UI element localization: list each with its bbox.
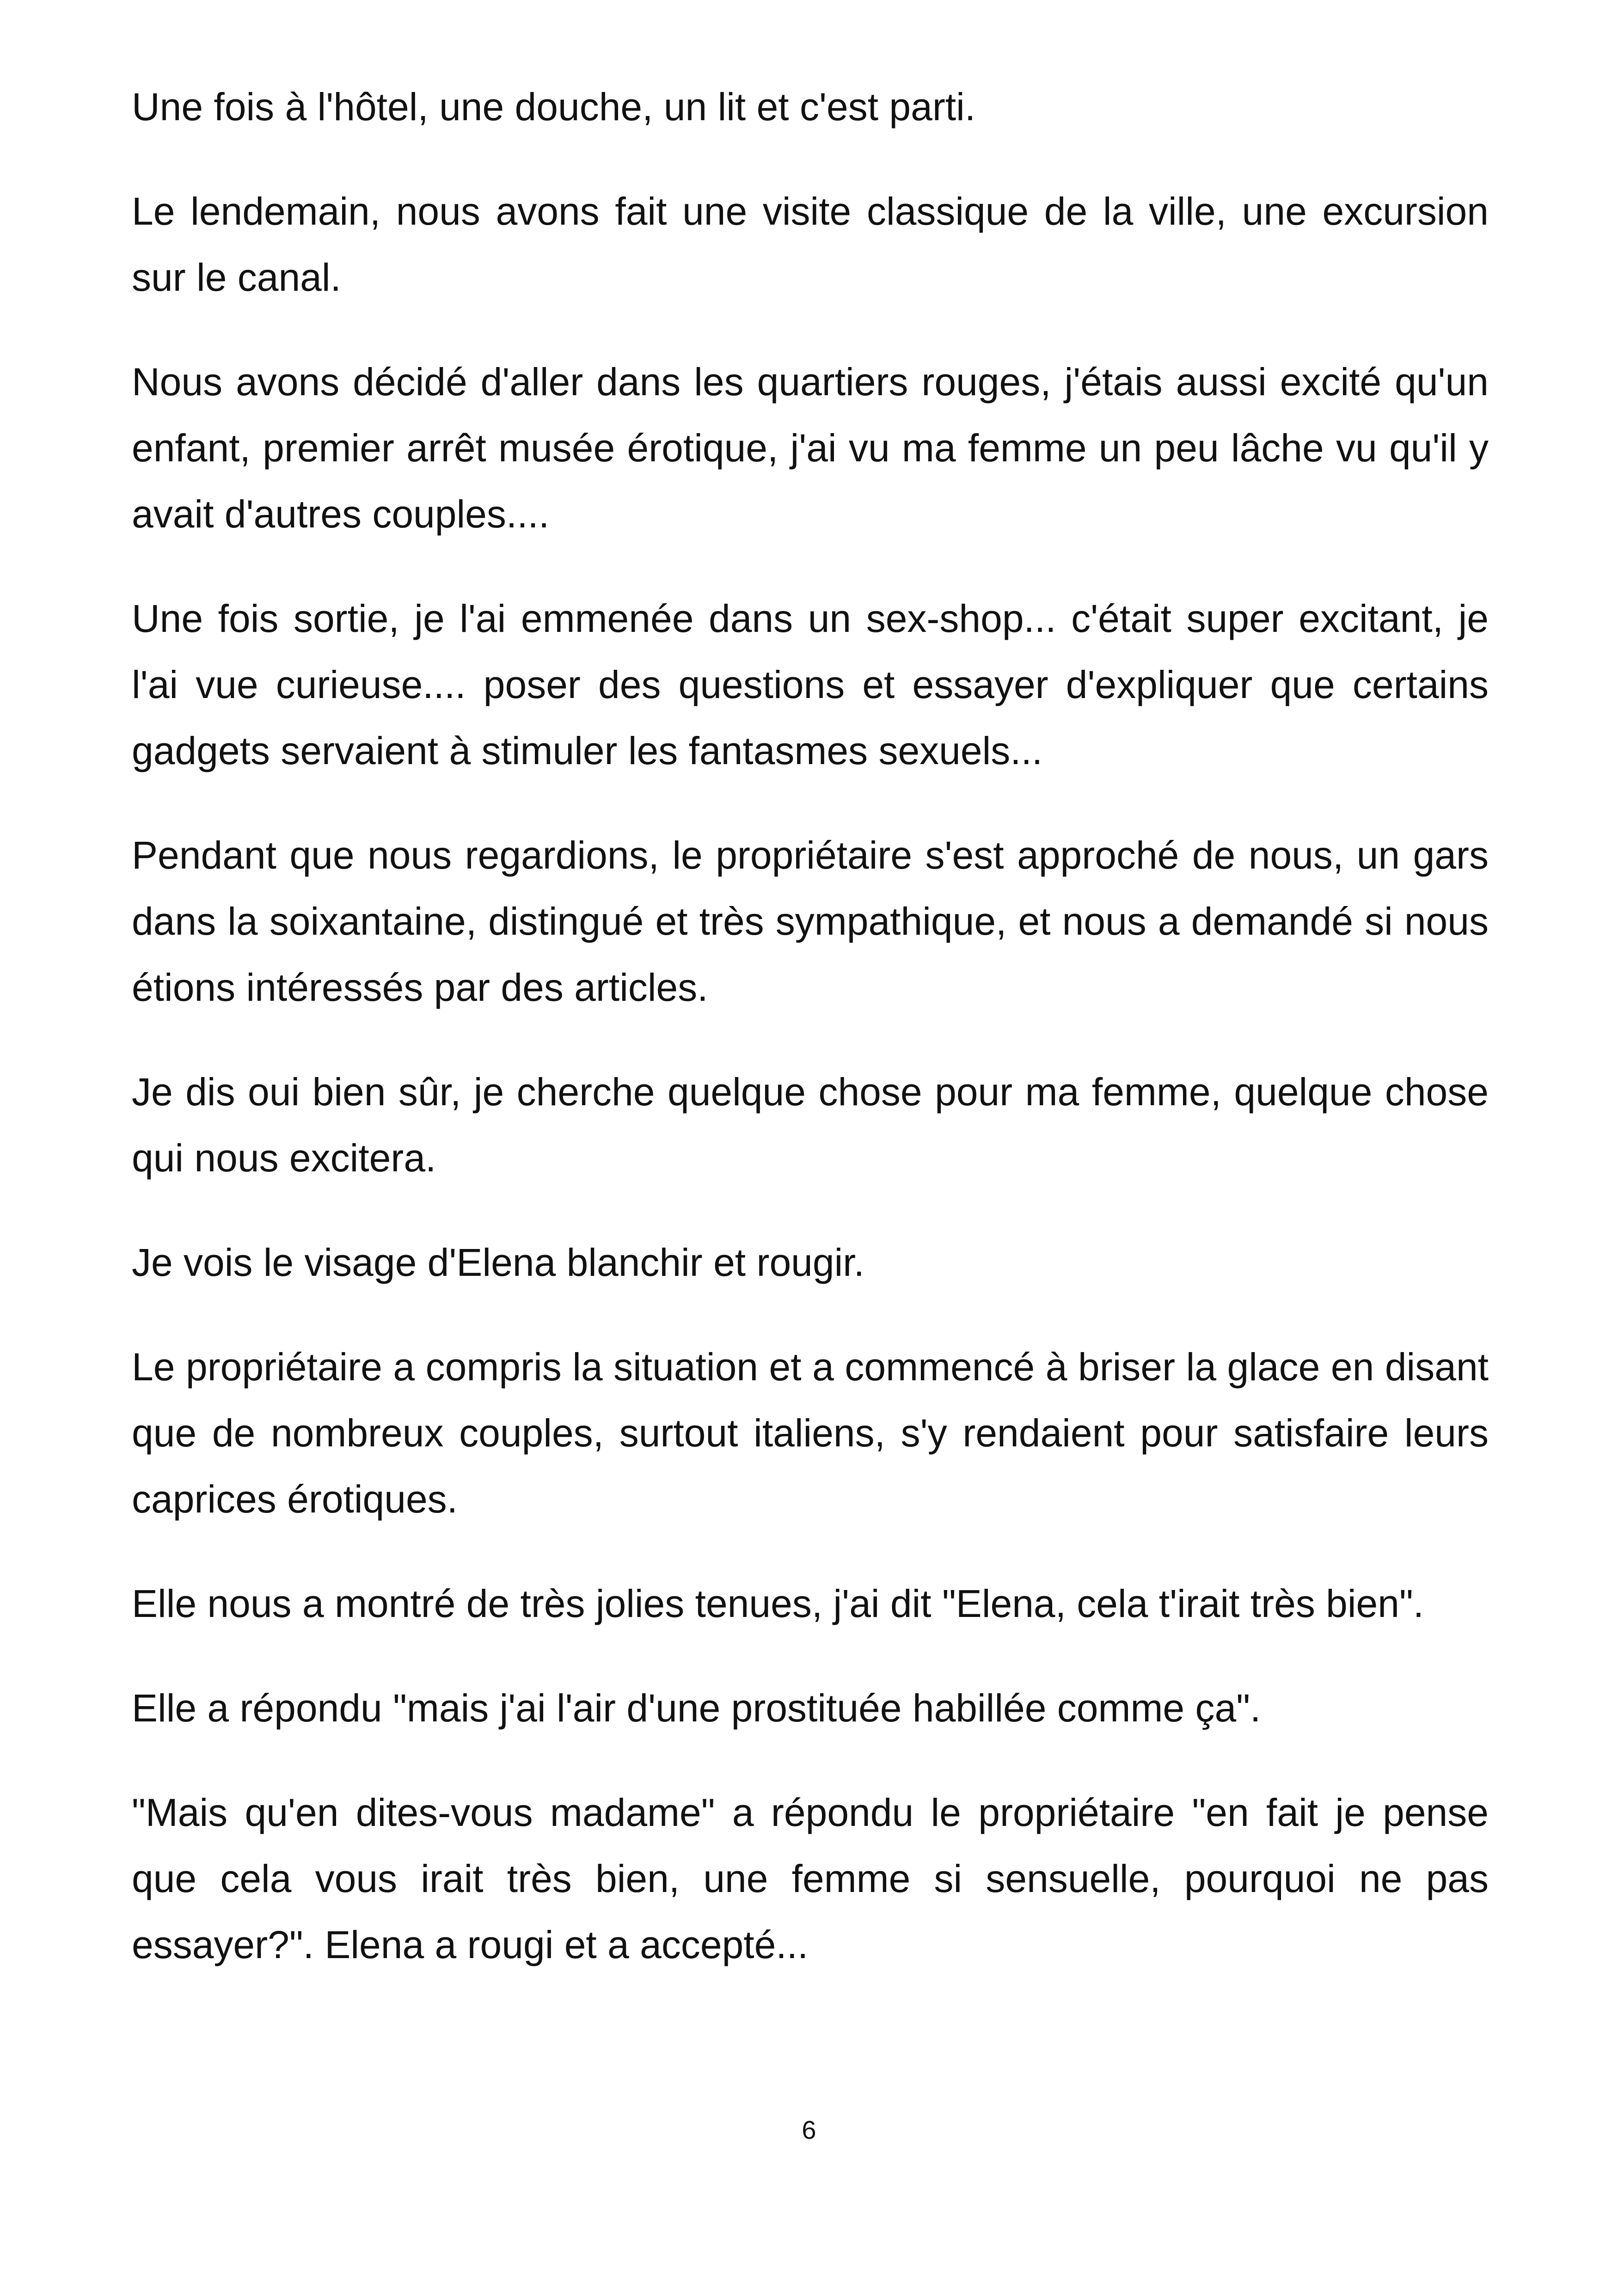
paragraph-2: Le lendemain, nous avons fait une visite classique de la ville, une excursion sur le canal. (132, 190, 1489, 299)
paragraph-11: "Mais qu'en dites-vous madame" a répondu le propriétaire "en fait je pense que cela vous irait très bien, une femme si sensuelle, pourquoi ne pas essayer?". Elena a rougi et a accepté... (132, 1791, 1489, 1966)
paragraph-9: Elle nous a montré de très jolies tenues, j'ai dit "Elena, cela t'irait très bien". (132, 1582, 1424, 1625)
paragraph-8: Le propriétaire a compris la situation et a commencé à briser la glace en disant que de nombreux couples, surtout italiens, s'y rendaient pour satisfaire leurs caprices érotiques. (132, 1345, 1489, 1521)
paragraph-7: Je vois le visage d'Elena blanchir et rougir. (132, 1241, 864, 1284)
paragraph-1: Une fois à l'hôtel, une douche, un lit et c'est parti. (132, 85, 976, 129)
paragraph-3: Nous avons décidé d'aller dans les quartiers rouges, j'étais aussi excité qu'un enfant, premier arrêt musée érotique, j'ai vu ma femme un peu lâche vu qu'il y avait d'autres couples.... (132, 360, 1489, 536)
page-body (132, 74, 1489, 2016)
page-number: 6 (802, 2115, 816, 2144)
paragraph-4: Une fois sortie, je l'ai emmenée dans un sex-shop... c'était super excitant, je l'ai vue curieuse.... poser des questions et essayer d'expliquer que certains gadgets servaient à stimuler les fantasmes sexuels... (132, 597, 1489, 772)
paragraph-10: Elle a répondu "mais j'ai l'air d'une prostituée habillée comme ça". (132, 1686, 1261, 1730)
paragraph-6: Je dis oui bien sûr, je cherche quelque chose pour ma femme, quelque chose qui nous excitera. (132, 1070, 1489, 1180)
paragraph-5: Pendant que nous regardions, le propriétaire s'est approché de nous, un gars dans la soixantaine, distingué et très sympathique, et nous a demandé si nous étions intéressés par des articles. (132, 833, 1489, 1009)
